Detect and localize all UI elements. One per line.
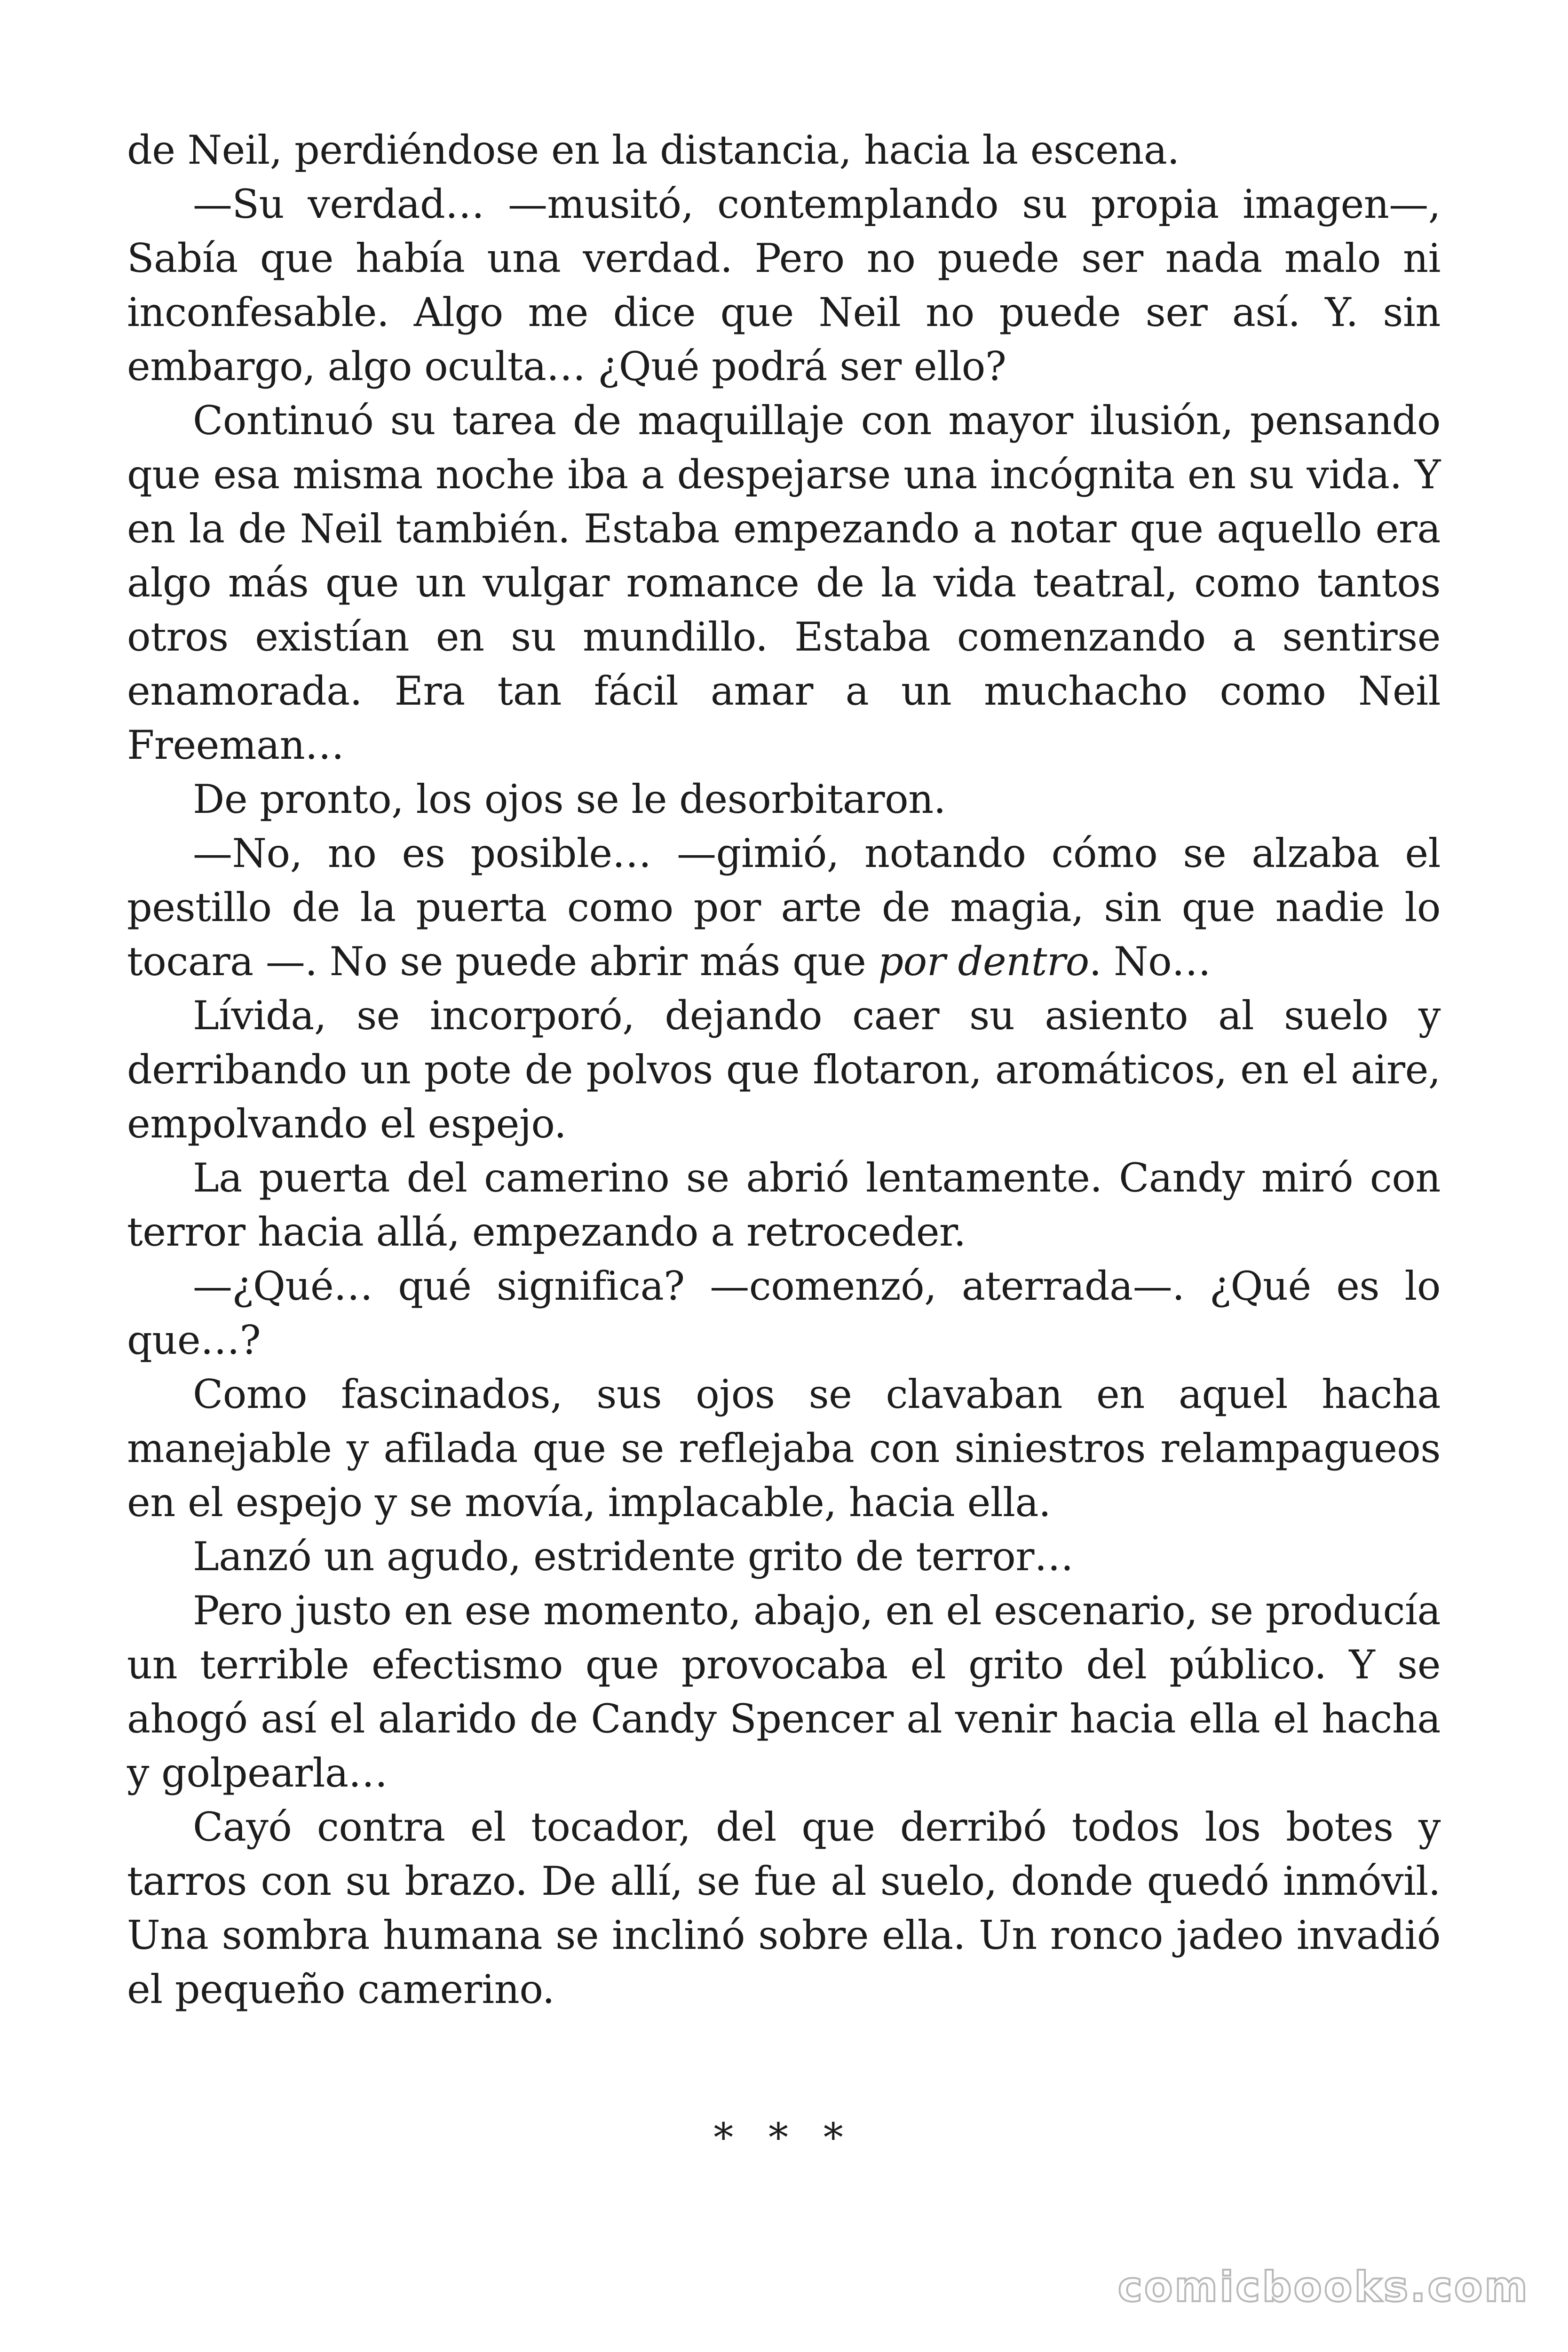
paragraph-5-text-before: —No, no es posible… —gimió, notando cómo se alzaba el pestillo de la puerta como por arte de magia, sin que nadie lo tocara —. No se puede abrir más que: [127, 830, 1441, 985]
paragraph-5-italic-text: por dentro: [878, 938, 1089, 985]
paragraph-8: —¿Qué… qué significa? —comenzó, aterrada—. ¿Qué es lo que…?: [127, 1263, 1441, 1363]
paragraph-4: De pronto, los ojos se le desorbitaron.: [193, 776, 946, 822]
paragraph-12: Cayó contra el tocador, del que derribó todos los botes y tarros con su brazo. De allí, se fue al suelo, donde quedó inmóvil. Una sombra humana se inclinó sobre ella. Un ronco jadeo invadió el pequeño camerino.: [127, 1804, 1441, 2012]
paragraph-3: Continuó su tarea de maquillaje con mayor ilusión, pensando que esa misma noche iba a despejarse una incógnita en su vida. Y en la de Neil también. Estaba empezando a notar que aquello era algo más que un vulgar romance de la vida teatral, como tantos otros existían en su mundillo. Estaba comenzando a sentirse enamorada. Era tan fácil amar a un muchacho como Neil Freeman…: [127, 397, 1441, 768]
paragraph-6: Lívida, se incorporó, dejando caer su asiento al suelo y derribando un pote de polvos que flotaron, aromáticos, en el aire, empolvando el espejo.: [127, 993, 1441, 1147]
paragraph-11: Pero justo en ese momento, abajo, en el escenario, se producía un terrible efectismo que provocaba el grito del público. Y se ahogó así el alarido de Candy Spencer al venir hacia ella el hacha y golpearla…: [127, 1588, 1441, 1796]
paragraph-5-text-after: . No…: [1089, 938, 1211, 985]
paragraph-7: La puerta del camerino se abrió lentamente. Candy miró con terror hacia allá, empezando a retroceder.: [127, 1155, 1441, 1255]
paragraph-2: —Su verdad… —musitó, contemplando su propia imagen—, Sabía que había una verdad. Pero no puede ser nada malo ni inconfesable. Algo me dice que Neil no puede ser así. Y. sin embargo, algo oculta… ¿Qué podrá ser ello?: [127, 181, 1441, 389]
paragraph-5: [127, 826, 1441, 989]
paragraph-9: Como fascinados, sus ojos se clavaban en aquel hacha manejable y afilada que se reflejaba con siniestros relampagueos en el espejo y se movía, implacable, hacia ella.: [127, 1371, 1441, 1526]
paragraph-1: de Neil, perdiéndose en la distancia, hacia la escena.: [127, 127, 1180, 173]
watermark-logo: comicbooks.com: [1117, 2263, 1529, 2311]
paragraph-10: Lanzó un agudo, estridente grito de terror…: [193, 1534, 1074, 1580]
scene-separator: * * *: [713, 2114, 855, 2161]
page-text-block: [127, 123, 1441, 2017]
